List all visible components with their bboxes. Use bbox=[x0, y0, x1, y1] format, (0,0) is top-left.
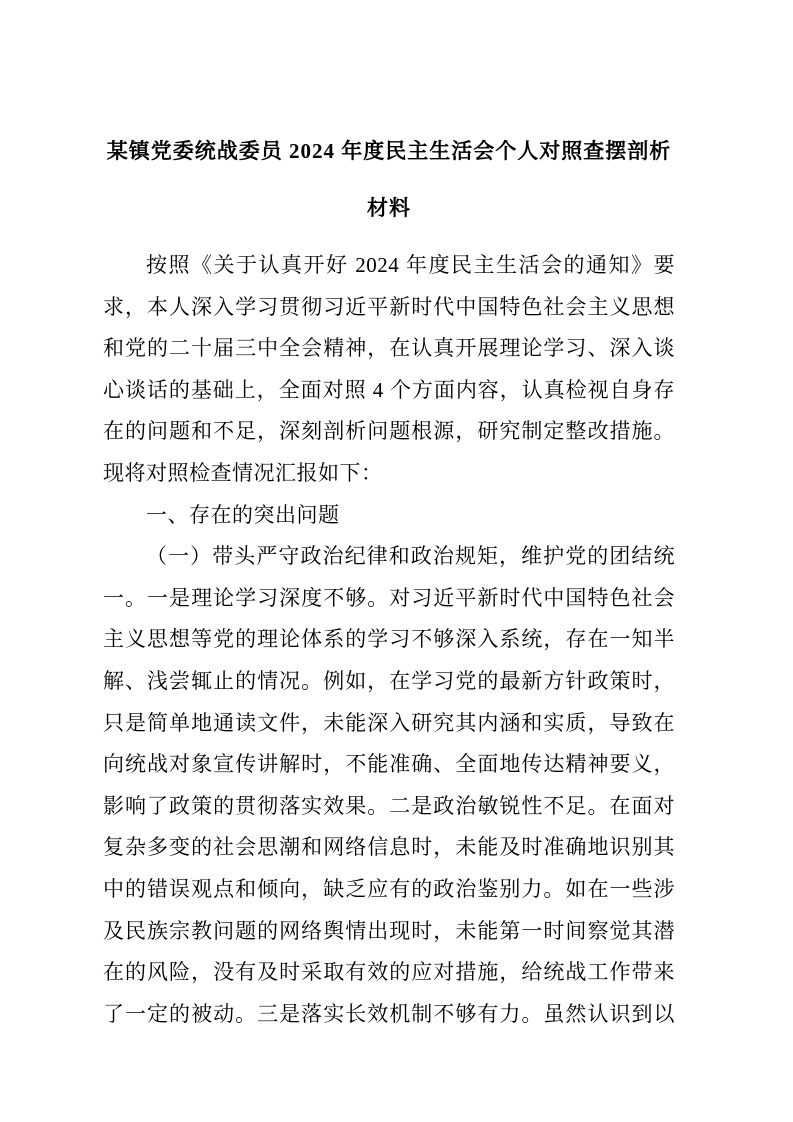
text-line: （一）带头严守政治纪律和政治规矩，维护党的团结统 bbox=[146, 544, 675, 569]
heading-line: 一、存在的突出问题 bbox=[146, 502, 340, 527]
text-line: 求，本人深入学习贯彻习近平新时代中国特色社会主义思想 bbox=[103, 294, 675, 319]
text-line: 现将对照检查情况汇报如下： bbox=[103, 460, 383, 485]
text-line: 一。一是理论学习深度不够。对习近平新时代中国特色社会 bbox=[103, 585, 675, 610]
document-body bbox=[103, 245, 675, 1035]
title-line-2: 材料 bbox=[367, 196, 411, 220]
title-line-1: 某镇党委统战委员 2024 年度民主生活会个人对照查摆剖析 bbox=[106, 139, 672, 163]
document-content bbox=[103, 123, 675, 1035]
text-line: 在的风险，没有及时采取有效的应对措施，给统战工作带来 bbox=[103, 960, 675, 985]
text-line: 只是简单地通读文件，未能深入研究其内涵和实质，导致在 bbox=[103, 710, 675, 735]
text-line: 了一定的被动。三是落实长效机制不够有力。虽然认识到以 bbox=[103, 1001, 675, 1026]
text-line: 心谈话的基础上，全面对照 4 个方面内容，认真检视自身存 bbox=[103, 377, 675, 402]
text-line: 中的错误观点和倾向，缺乏应有的政治鉴别力。如在一些涉 bbox=[103, 876, 675, 901]
text-line: 向统战对象宣传讲解时，不能准确、全面地传达精神要义， bbox=[103, 752, 675, 777]
text-line: 和党的二十届三中全会精神，在认真开展理论学习、深入谈 bbox=[103, 336, 675, 361]
text-line: 影响了政策的贯彻落实效果。二是政治敏锐性不足。在面对 bbox=[103, 793, 675, 818]
text-line: 复杂多变的社会思潮和网络信息时，未能及时准确地识别其 bbox=[103, 835, 675, 860]
text-line: 按照《关于认真开好 2024 年度民主生活会的通知》要 bbox=[146, 253, 675, 277]
document-title bbox=[103, 123, 675, 237]
text-line: 及民族宗教问题的网络舆情出现时，未能第一时间察觉其潜 bbox=[103, 918, 675, 943]
text-line: 主义思想等党的理论体系的学习不够深入系统，存在一知半 bbox=[103, 627, 675, 652]
text-line: 在的问题和不足，深刻剖析问题根源，研究制定整改措施。 bbox=[103, 419, 675, 444]
text-line: 解、浅尝辄止的情况。例如，在学习党的最新方针政策时， bbox=[103, 668, 675, 693]
